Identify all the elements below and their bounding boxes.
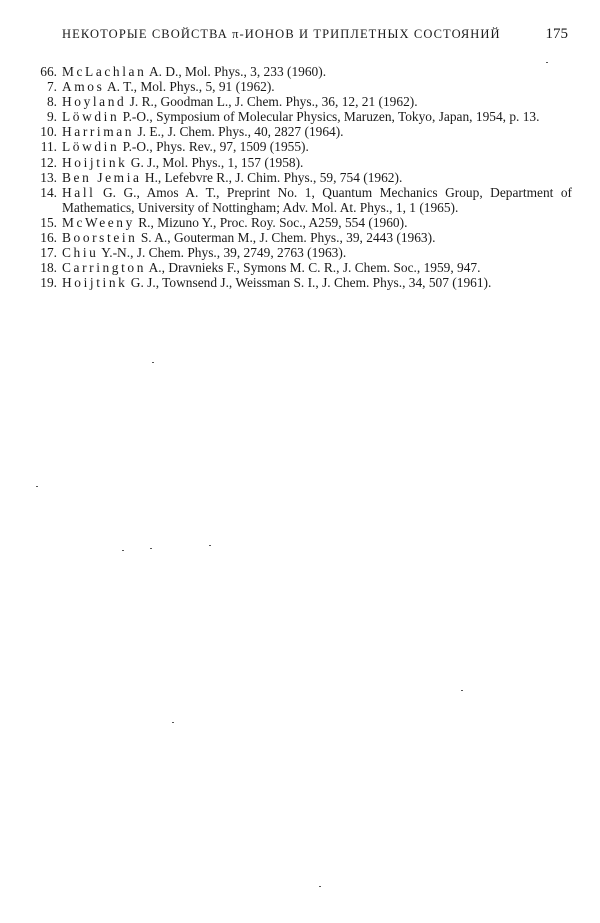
reference-item (26, 124, 572, 139)
reference-details: A., Dravnieks F., Symons M. C. R., J. Chem. Soc., 1959, 947. (146, 260, 481, 276)
reference-text (62, 170, 572, 185)
reference-author: Boorstein (62, 230, 138, 246)
running-head (62, 26, 568, 43)
reference-item (26, 185, 572, 215)
print-speck (150, 548, 152, 549)
reference-author: Harriman (62, 124, 135, 140)
reference-item (26, 230, 572, 245)
reference-text (62, 260, 572, 275)
reference-item (26, 215, 572, 230)
reference-item (26, 139, 572, 154)
reference-number: 12. (40, 154, 57, 170)
reference-author: McWeeny (62, 214, 135, 230)
reference-number: 15. (40, 214, 57, 230)
reference-number: 10. (40, 124, 57, 140)
reference-number: 7. (46, 79, 57, 95)
reference-number: 9. (46, 109, 57, 125)
reference-details: R., Mizuno Y., Proc. Roy. Soc., A259, 554 (1960). (134, 214, 408, 230)
reference-details: G. J., Townsend J., Weissman S. I., J. Chem. Phys., 34, 507 (1961). (127, 275, 492, 291)
reference-details: J. R., Goodman L., J. Chem. Phys., 36, 12, 21 (1962). (126, 94, 418, 110)
reference-number: 17. (40, 245, 57, 261)
reference-author: Carrington (62, 260, 147, 276)
print-speck (152, 362, 154, 363)
reference-item (26, 155, 572, 170)
reference-details: A. T., Mol. Phys., 5, 91 (1962). (104, 79, 275, 95)
reference-number: 13. (40, 169, 57, 185)
reference-text (62, 139, 572, 154)
reference-text (62, 230, 572, 245)
reference-author: Amos (62, 79, 105, 95)
reference-author: Hoyland (62, 94, 127, 110)
reference-author: McLachlan (62, 64, 147, 79)
reference-author: Hoijtink (62, 275, 128, 291)
print-speck (319, 886, 321, 887)
print-speck (122, 550, 124, 551)
reference-text (62, 94, 572, 109)
print-speck (209, 545, 211, 546)
reference-item (26, 109, 572, 124)
reference-details: Y.-N., J. Chem. Phys., 39, 2749, 2763 (1963). (98, 245, 347, 261)
reference-details: J. E., J. Chem. Phys., 40, 2827 (1964). (134, 124, 344, 140)
reference-text (62, 79, 572, 94)
reference-number: 16. (40, 230, 57, 246)
print-speck (36, 486, 38, 487)
reference-details: G. J., Mol. Phys., 1, 157 (1958). (127, 154, 304, 170)
reference-author: Hoijtink (62, 154, 128, 170)
reference-item (26, 94, 572, 109)
print-speck (546, 62, 548, 63)
reference-item (26, 260, 572, 275)
reference-item (26, 275, 572, 290)
reference-text (62, 155, 572, 170)
reference-author: Löwdin (62, 109, 120, 125)
reference-number: 14. (40, 184, 57, 200)
reference-item (26, 245, 572, 260)
reference-details: H., Lefebvre R., J. Chim. Phys., 59, 754 (1962). (141, 169, 403, 185)
reference-author: Löwdin (62, 139, 120, 155)
reference-number: 11. (40, 139, 57, 155)
reference-text (62, 124, 572, 139)
reference-number: 18. (40, 260, 57, 276)
reference-details: G. G., Amos A. T., Preprint No. 1, Quantum Mechanics Group, Department of Mathematics, University of Nottingham; Adv. Mol. At. Phys., 1, 1 (1965). (62, 184, 572, 215)
reference-number: 66. (40, 64, 57, 79)
reference-number: 19. (40, 275, 57, 291)
reference-text (62, 215, 572, 230)
reference-author: Hall (62, 184, 96, 200)
reference-text (62, 109, 572, 124)
reference-text (62, 245, 572, 260)
page-number: 175 (545, 26, 568, 42)
reference-list (26, 64, 572, 290)
reference-details: P.-O., Symposium of Molecular Physics, Maruzen, Tokyo, Japan, 1954, p. 13. (119, 109, 540, 125)
print-speck (461, 690, 463, 691)
reference-number: 8. (46, 94, 57, 110)
reference-item (26, 79, 572, 94)
reference-details: A. D., Mol. Phys., 3, 233 (1960). (146, 64, 327, 79)
reference-item (26, 64, 572, 79)
reference-details: S. A., Gouterman M., J. Chem. Phys., 39, 2443 (1963). (137, 230, 436, 246)
reference-item (26, 170, 572, 185)
reference-text (62, 185, 572, 215)
reference-text (62, 275, 572, 290)
print-speck (172, 722, 174, 723)
running-head-title: НЕКОТОРЫЕ СВОЙСТВА π-ИОНОВ И ТРИПЛЕТНЫХ СОСТОЯНИЙ (62, 27, 501, 41)
reference-details: P.-O., Phys. Rev., 97, 1509 (1955). (119, 139, 309, 155)
reference-text (62, 64, 572, 79)
reference-author: Ben Jemia (62, 169, 142, 185)
reference-author: Chiu (62, 245, 99, 261)
